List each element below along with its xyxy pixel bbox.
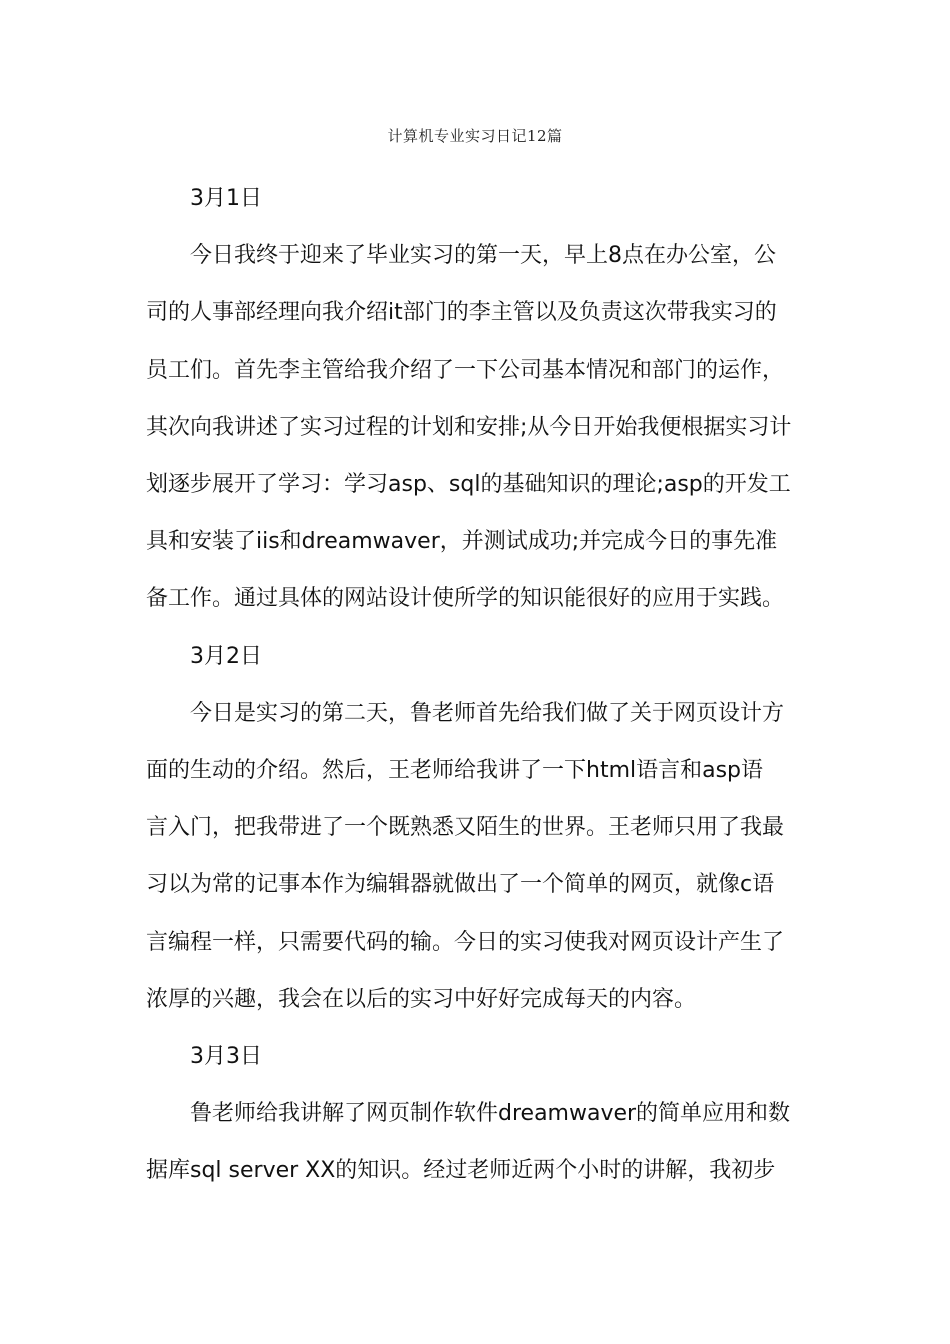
paragraph-line: 今日是实习的第二天，鲁老师首先给我们做了关于网页设计方	[190, 700, 785, 726]
paragraph-line: 言编程一样，只需要代码的输。今日的实习使我对网页设计产生了	[146, 929, 785, 955]
paragraph-line: 面的生动的介绍。然后，王老师给我讲了一下html语言和asp语	[146, 758, 764, 784]
paragraph-line: 备工作。通过具体的网站设计使所学的知识能很好的应用于实践。	[146, 586, 785, 612]
date-heading: 3月3日	[190, 1044, 262, 1070]
paragraph-line: 员工们。首先李主管给我介绍了一下公司基本情况和部门的运作，	[146, 357, 785, 383]
paragraph-line: 司的人事部经理向我介绍it部门的李主管以及负责这次带我实习的	[146, 300, 777, 326]
paragraph-line: 其次向我讲述了实习过程的计划和安排;从今日开始我便根据实习计	[146, 414, 792, 440]
date-heading: 3月2日	[190, 643, 262, 669]
paragraph-line: 划逐步展开了学习：学习asp、sql的基础知识的理论;asp的开发工	[146, 472, 791, 498]
date-heading: 3月1日	[190, 186, 262, 211]
document-body	[146, 170, 808, 1200]
paragraph-line: 言入门，把我带进了一个既熟悉又陌生的世界。王老师只用了我最	[146, 815, 785, 841]
paragraph-line: 鲁老师给我讲解了网页制作软件dreamwaver的简单应用和数	[190, 1101, 791, 1127]
paragraph-line: 据库sql server XX的知识。经过老师近两个小时的讲解，我初步	[146, 1158, 776, 1184]
paragraph-line: 习以为常的记事本作为编辑器就做出了一个简单的网页，就像c语	[146, 872, 775, 898]
paragraph-line: 浓厚的兴趣，我会在以后的实习中好好完成每天的内容。	[146, 986, 697, 1012]
paragraph-line: 今日我终于迎来了毕业实习的第一天，早上8点在办公室，公	[190, 243, 776, 269]
document-title: 计算机专业实习日记12篇	[387, 127, 563, 145]
paragraph-line: 具和安装了iis和dreamwaver，并测试成功;并完成今日的事先准	[146, 529, 778, 555]
